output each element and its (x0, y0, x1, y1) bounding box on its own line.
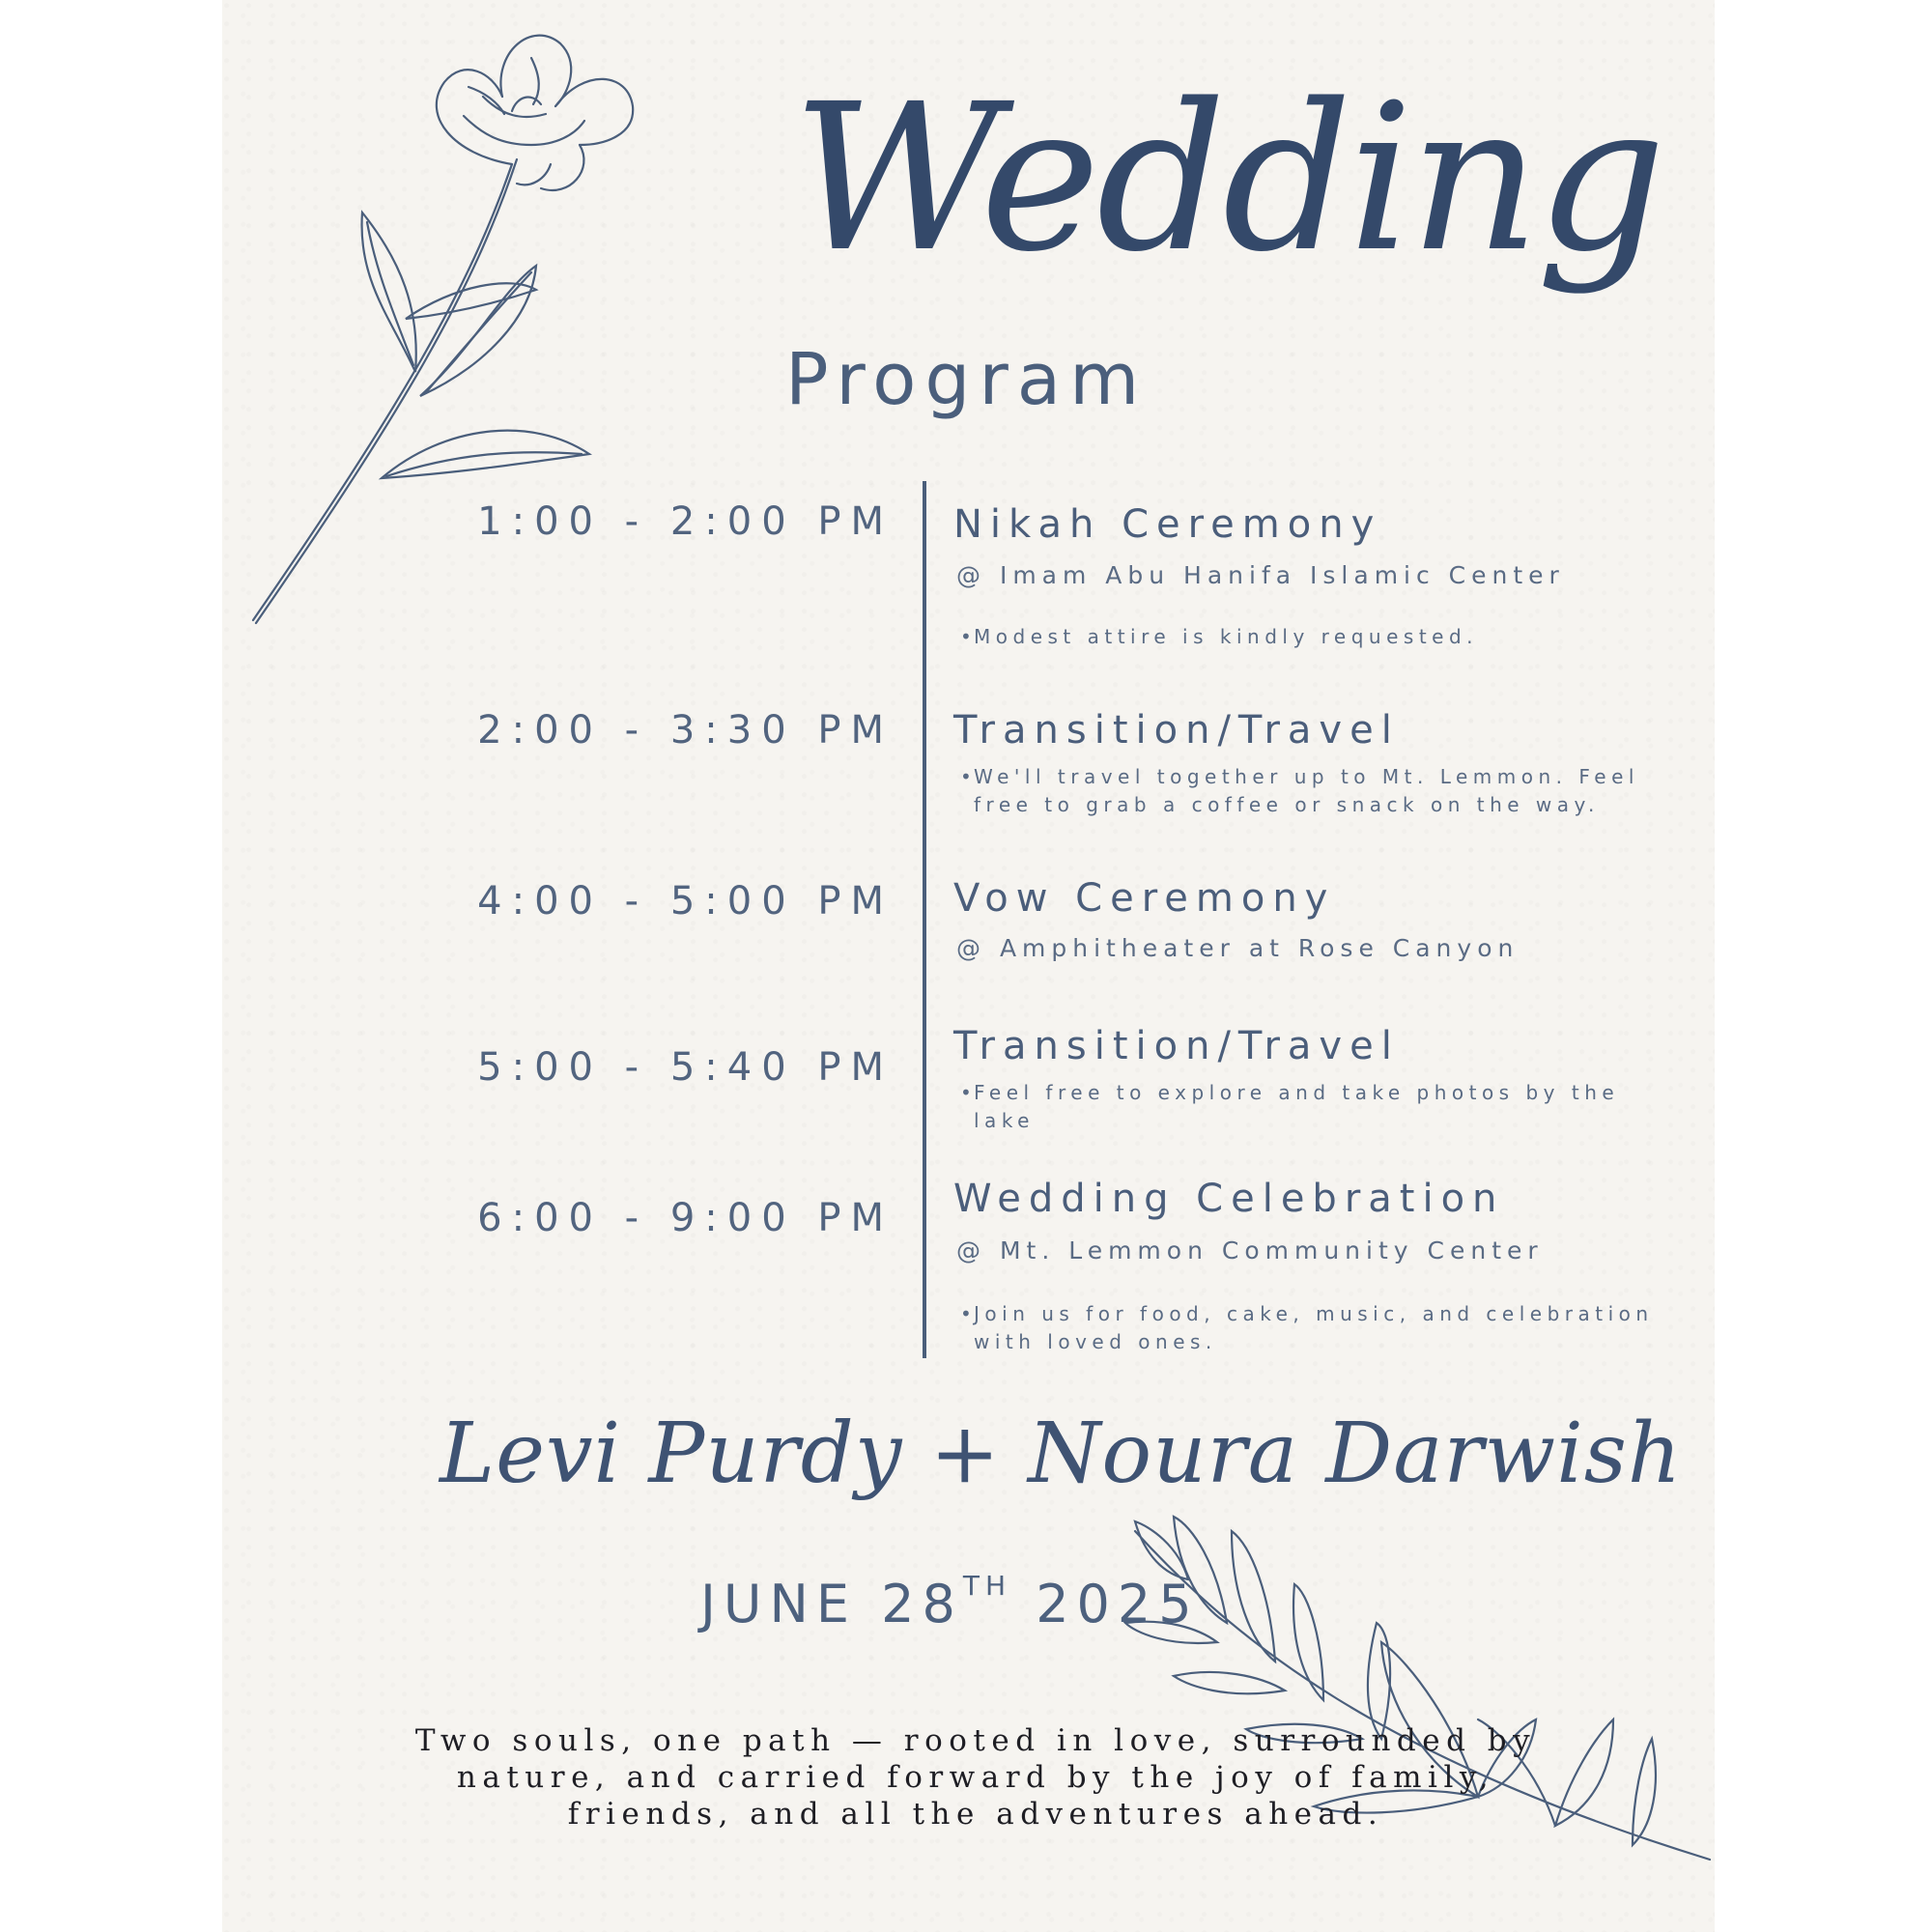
schedule-time-1: 1:00 - 2:00 PM (477, 499, 894, 544)
schedule-event-3: Vow Ceremony (953, 876, 1336, 921)
schedule-note-2: • We'll travel together up to Mt. Lemmon. Feel free to grab a coffee or snack on the way. (960, 765, 1639, 816)
closing-quote: Two souls, one path — rooted in love, surrounded by nature, and carried forward by the joy of family, friends, and all the adventures ahead. (414, 1723, 1537, 1832)
schedule-note-text-5: Join us for food, cake, music, and celebration with loved ones. (974, 1302, 1654, 1353)
schedule-note-4: • Feel free to explore and take photos by the lake (960, 1081, 1620, 1132)
schedule-note-1: • Modest attire is kindly requested. (960, 625, 1479, 648)
wedding-date-suffix: TH (962, 1570, 1012, 1602)
page-title-sub: Program (785, 338, 1149, 421)
schedule-time-5: 6:00 - 9:00 PM (477, 1196, 894, 1240)
schedule-note-text-2: We'll travel together up to Mt. Lemmon. Feel free to grab a coffee or snack on the way. (974, 765, 1639, 816)
schedule-event-4: Transition/Travel (953, 1024, 1400, 1068)
schedule-venue-1: @ Imam Abu Hanifa Islamic Center (956, 561, 1565, 589)
program-card (222, 0, 1715, 1932)
schedule-note-text-1: Modest attire is kindly requested. (974, 625, 1479, 648)
couple-names: Levi Purdy + Noura Darwish (440, 1406, 1683, 1502)
schedule-event-1: Nikah Ceremony (953, 502, 1382, 547)
schedule-event-5: Wedding Celebration (953, 1177, 1505, 1221)
page-title-script: Wedding (792, 60, 1662, 297)
wedding-date (700, 1570, 1200, 1634)
schedule-venue-5: @ Mt. Lemmon Community Center (956, 1236, 1544, 1264)
schedule-time-3: 4:00 - 5:00 PM (477, 879, 894, 923)
schedule-venue-3: @ Amphitheater at Rose Canyon (956, 934, 1520, 962)
schedule-note-text-4: Feel free to explore and take photos by the lake (974, 1081, 1620, 1132)
schedule-note-5: • Join us for food, cake, music, and celebration with loved ones. (960, 1302, 1654, 1353)
timeline-divider (923, 481, 926, 1358)
schedule-event-2: Transition/Travel (953, 708, 1400, 753)
wedding-date-year: 2025 (1036, 1574, 1200, 1634)
schedule-time-4: 5:00 - 5:40 PM (477, 1045, 894, 1090)
schedule-time-2: 2:00 - 3:30 PM (477, 708, 894, 753)
wedding-date-main: JUNE 28 (700, 1574, 963, 1634)
